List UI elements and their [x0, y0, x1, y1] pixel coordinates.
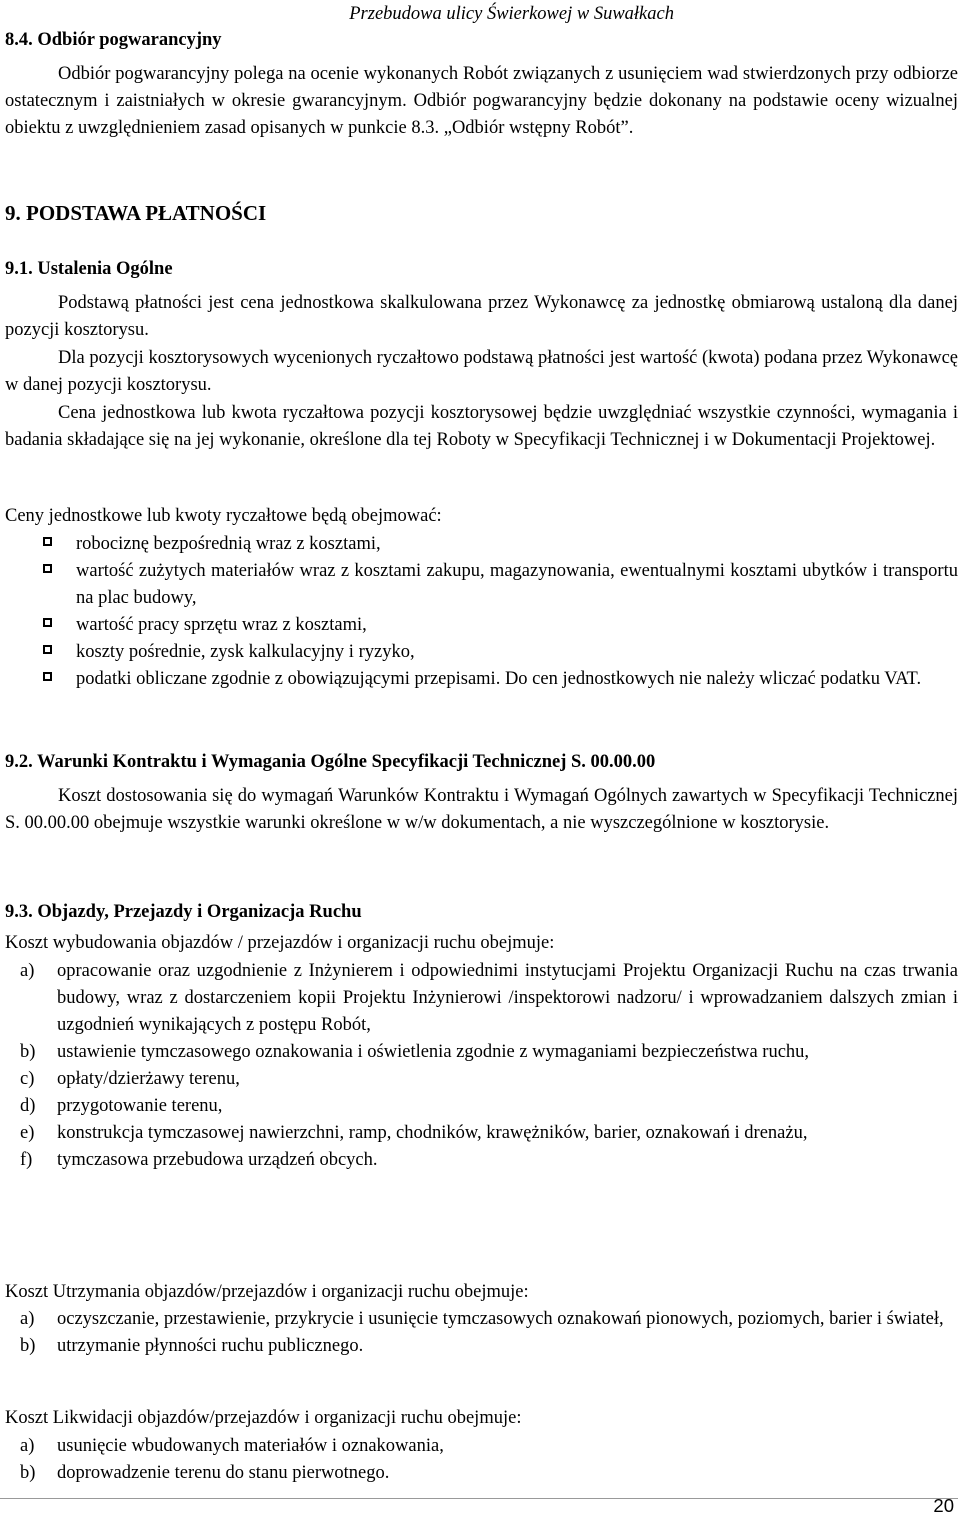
footer-rule: [0, 1498, 958, 1499]
list-item: b) ustawienie tymczasowego oznakowania i oświetlenia zgodnie z wymaganiami bezpieczeństwa ruchu,: [20, 1042, 810, 1062]
section-heading-8-4: 8.4. Odbiór pogwarancyjny: [5, 30, 222, 50]
list-intro-prices: Ceny jednostkowe lub kwoty ryczałtowe będą obejmować:: [5, 506, 442, 526]
list-item: e) konstrukcja tymczasowej nawierzchni, ramp, chodników, krawężników, barier, oznakowań i drenażu,: [20, 1123, 808, 1143]
paragraph-9-1-c: Cena jednostkowa lub kwota ryczałtowa pozycji kosztorysowej będzie uwzględniać wszystkie czynności, wymagania i badania składające się na jej wykonanie, określone dla tej Roboty w Specyfikacji Technicznej i w Dokumentacji Projektowej.: [5, 403, 958, 450]
section-heading-9: 9. PODSTAWA PŁATNOŚCI: [5, 201, 267, 225]
page-number: 20: [933, 1495, 954, 1516]
section-heading-9-1: 9.1. Ustalenia Ogólne: [5, 259, 173, 279]
list-item: b) utrzymanie płynności ruchu publicznego.: [20, 1336, 364, 1356]
running-header: Przebudowa ulicy Świerkowej w Suwałkach: [349, 4, 674, 24]
list-item: podatki obliczane zgodnie z obowiązującymi przepisami. Do cen jednostkowych nie należy wliczać podatku VAT.: [5, 666, 958, 693]
list-item: d) przygotowanie terenu,: [20, 1096, 223, 1116]
square-bullet-icon: [43, 564, 52, 573]
list-item: koszty pośrednie, zysk kalkulacyjny i ryzyko,: [5, 639, 958, 666]
list-item: a) usunięcie wbudowanych materiałów i oznakowania,: [20, 1436, 444, 1456]
paragraph-8-4: Odbiór pogwarancyjny polega na ocenie wykonanych Robót związanych z usunięciem wad stwierdzonych przy odbiorze ostatecznym i zaistniałych w okresie gwarancyjnym. Odbiór pogwarancyjny będzie dokonany na podstawie oceny wizualnej obiektu z uwzględnieniem zasad opisanych w punkcie 8.3. „Odbiór wstępny Robót”.: [5, 64, 958, 138]
liquidation-costs-list: [5, 1433, 958, 1487]
square-bullet-icon: [43, 618, 52, 627]
section-heading-9-2: 9.2. Warunki Kontraktu i Wymagania Ogólne Specyfikacji Technicznej S. 00.00.00: [5, 752, 656, 772]
list-item: robociznę bezpośrednią wraz z kosztami,: [5, 531, 958, 558]
square-bullet-icon: [43, 672, 52, 681]
list-item: c) opłaty/dzierżawy terenu,: [20, 1069, 240, 1089]
square-bullet-icon: [43, 645, 52, 654]
list-item: wartość zużytych materiałów wraz z kosztami zakupu, magazynowania, ewentualnymi kosztami ubytków i transportu na plac budowy,: [5, 558, 958, 612]
list-intro-maintenance: Koszt Utrzymania objazdów/przejazdów i organizacji ruchu obejmuje:: [5, 1282, 529, 1302]
paragraph-9-1-b: Dla pozycji kosztorysowych wycenionych ryczałtowo podstawą płatności jest wartość (kwota) podana przez Wykonawcę w danej pozycji kosztorysu.: [5, 348, 958, 395]
paragraph-9-1-a: Podstawą płatności jest cena jednostkowa skalkulowana przez Wykonawcę za jednostkę obmiarową ustaloną dla danej pozycji kosztorysu.: [5, 293, 958, 340]
maintenance-costs-list: [5, 1306, 958, 1360]
paragraph-9-2: Koszt dostosowania się do wymagań Warunków Kontraktu i Wymagań Ogólnych zawartych w Specyfikacji Technicznej S. 00.00.00 obejmuje wszystkie warunki określone w w/w dokumentach, a nie wyszczególnione w kosztorysie.: [5, 786, 958, 833]
section-heading-9-3: 9.3. Objazdy, Przejazdy i Organizacja Ruchu: [5, 902, 362, 922]
list-item: b) doprowadzenie terenu do stanu pierwotnego.: [20, 1463, 390, 1483]
square-bullet-icon: [43, 537, 52, 546]
build-costs-list: [5, 958, 958, 1174]
list-item: wartość pracy sprzętu wraz z kosztami,: [5, 612, 958, 639]
list-intro-build: Koszt wybudowania objazdów / przejazdów i organizacji ruchu obejmuje:: [5, 933, 555, 953]
list-item: a) opracowanie oraz uzgodnienie z Inżynierem i odpowiednimi instytucjami Projektu Organizacji Ruchu na czas trwania budowy, wraz z dostarczeniem kopii Projektu Inżynierowi /inspektorowi nadzoru/ i wprowadzaniem dalszych zmian i uzgodnień wynikających z postępu Robót,: [20, 961, 958, 1035]
list-intro-liquidation: Koszt Likwidacji objazdów/przejazdów i organizacji ruchu obejmuje:: [5, 1408, 522, 1428]
price-components-list: [5, 531, 958, 693]
list-item: f) tymczasowa przebudowa urządzeń obcych.: [20, 1150, 378, 1170]
list-item: a) oczyszczanie, przestawienie, przykrycie i usunięcie tymczasowych oznakowań pionowych, poziomych, barier i świateł,: [20, 1309, 944, 1329]
